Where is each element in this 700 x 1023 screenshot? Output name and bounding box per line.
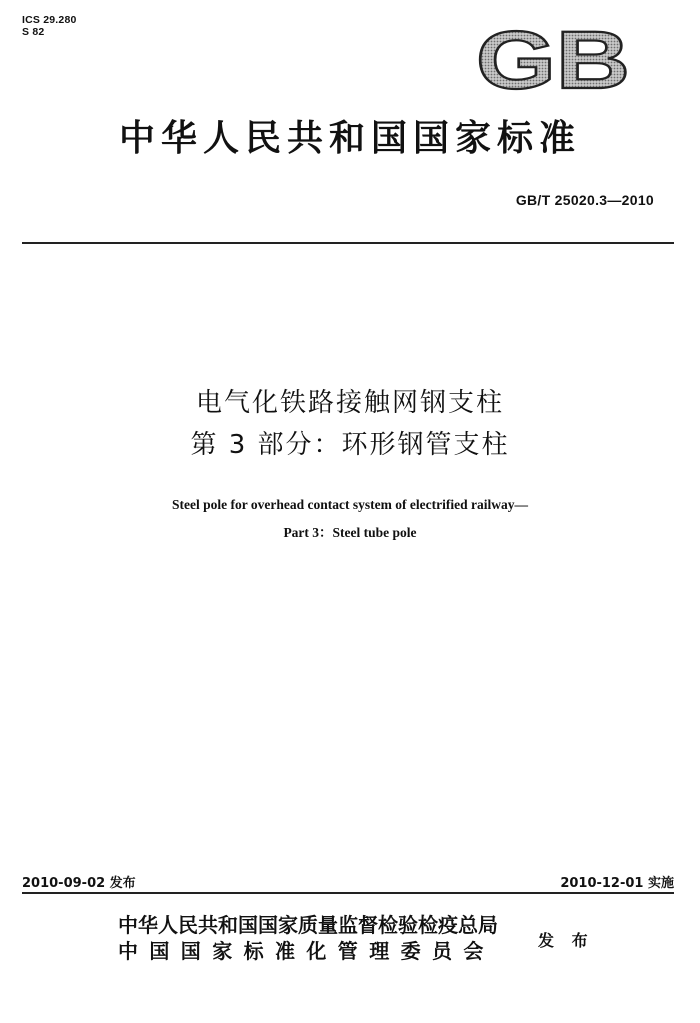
issuer-line1: 中华人民共和国国家质量监督检验检疫总局 [118, 913, 498, 937]
issue-date: 2010-09-02 发布 [22, 876, 136, 891]
implementation-date: 2010-12-01 实施 [560, 876, 674, 891]
title-cn-line1: 电气化铁路接触网钢支柱 [195, 388, 504, 418]
classification-codes [22, 14, 77, 38]
gb-logo [472, 22, 634, 98]
bottom-divider [22, 892, 674, 894]
issuer-line2: 中国国家标准化管理委员会 [118, 939, 495, 963]
ics-code: ICS 29.280 [22, 14, 77, 26]
title-cn-line2: 第 3 部分：环形钢管支柱 [190, 430, 510, 460]
title-en-line1: Steel pole for overhead contact system of electrified railway— [172, 497, 528, 512]
top-divider [22, 242, 674, 244]
publish-label: 发 布 [538, 931, 594, 950]
national-standard-title: 中华人民共和国国家标准 [118, 117, 581, 159]
gb-logo-text: GB [476, 22, 630, 98]
title-en-line2: Part 3：Steel tube pole [283, 525, 417, 540]
standard-number: GB/T 25020.3—2010 [515, 192, 654, 208]
class-code: S 82 [22, 26, 45, 38]
